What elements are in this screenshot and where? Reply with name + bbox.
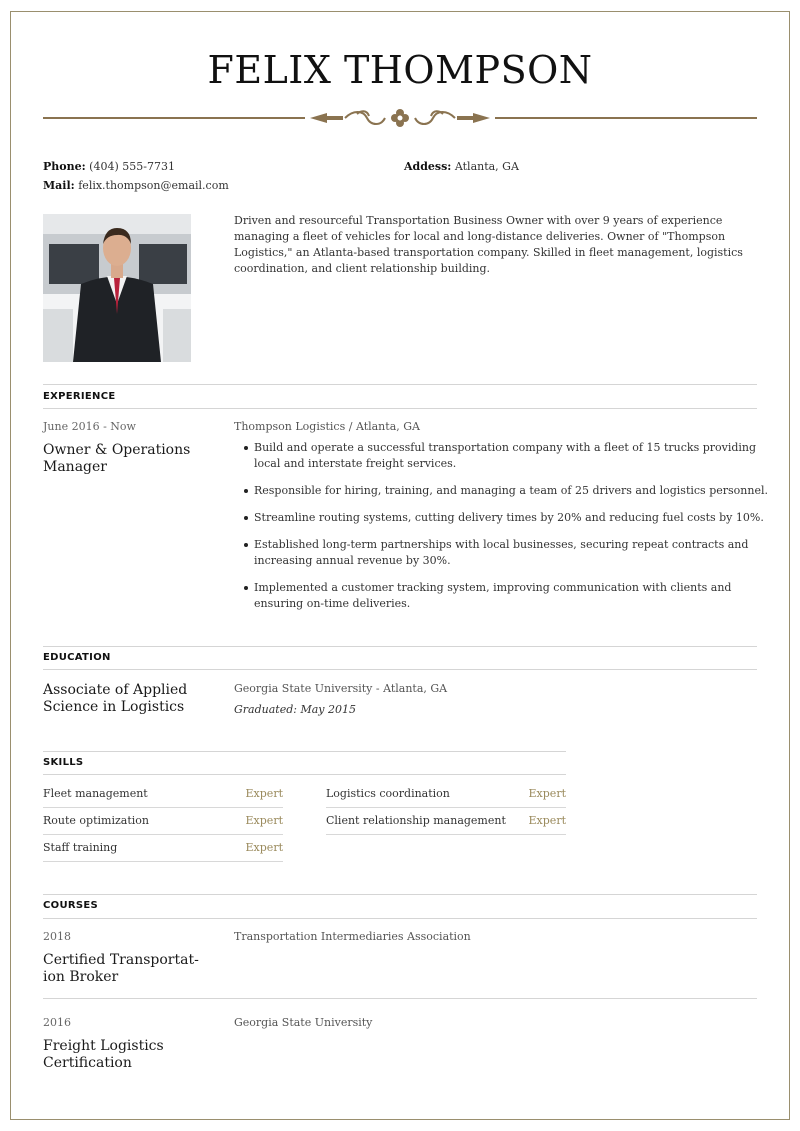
skills-heading: SKILLS — [43, 757, 84, 768]
skill-name: Route optimization — [43, 814, 149, 827]
course-name-line2: ion Broker — [43, 969, 119, 985]
course-org: Georgia State University — [234, 1016, 373, 1029]
skill-level: Expert — [245, 787, 283, 800]
address-value: Atlanta, GA — [454, 160, 519, 173]
experience-role — [43, 442, 190, 476]
skill-level: Expert — [245, 814, 283, 827]
experience-role-line2: Manager — [43, 459, 107, 475]
skill-name: Fleet management — [43, 787, 148, 800]
experience-divider-top — [43, 384, 757, 385]
experience-company: Thompson Logistics / Atlanta, GA — [234, 420, 420, 433]
experience-bullet: Established long-term partnerships with local businesses, securing repeat contracts and increasing annual revenue by 30%. — [244, 537, 769, 569]
education-divider-bottom — [43, 669, 757, 670]
candidate-name: FELIX THOMPSON — [207, 48, 593, 92]
divider-line-left — [43, 117, 305, 119]
experience-bullet: Responsible for hiring, training, and managing a team of 25 drivers and logistics personnel. — [244, 483, 769, 499]
course-name-line1: Freight Logistics — [43, 1038, 164, 1054]
contact-address — [404, 160, 519, 173]
education-school: Georgia State University - Atlanta, GA — [234, 682, 448, 695]
course-name — [43, 1038, 164, 1072]
skill-row — [43, 781, 283, 808]
education-graduated: Graduated: May 2015 — [234, 703, 356, 716]
experience-bullet-list — [244, 440, 769, 623]
skill-name: Client relationship management — [326, 814, 506, 827]
course-name — [43, 952, 199, 986]
skill-row — [43, 835, 283, 862]
contact-phone — [43, 160, 175, 173]
course-year: 2016 — [43, 1016, 71, 1029]
skill-level: Expert — [528, 814, 566, 827]
phone-value: (404) 555-7731 — [89, 160, 175, 173]
education-heading: EDUCATION — [43, 652, 111, 663]
experience-date: June 2016 - Now — [43, 420, 136, 433]
skill-row — [43, 808, 283, 835]
education-degree — [43, 682, 187, 716]
course-org: Transportation Intermediaries Association — [234, 930, 471, 943]
profile-photo — [43, 214, 191, 362]
skills-divider-bottom — [43, 774, 566, 775]
education-degree-line2: Science in Logistics — [43, 699, 185, 715]
skill-row — [326, 781, 566, 808]
courses-divider-top — [43, 894, 757, 895]
experience-bullet: Streamline routing systems, cutting delivery times by 20% and reducing fuel costs by 10%. — [244, 510, 769, 526]
experience-bullet: Implemented a customer tracking system, improving communication with clients and ensuring on-time deliveries. — [244, 580, 769, 612]
courses-divider-bottom — [43, 918, 757, 919]
experience-bullet: Build and operate a successful transportation company with a fleet of 15 trucks providing local and interstate freight services. — [244, 440, 769, 472]
phone-label: Phone: — [43, 160, 86, 173]
profile-summary: Driven and resourceful Transportation Business Owner with over 9 years of experience managing a fleet of vehicles for local and long-distance deliveries. Owner of "Thompson Logistics," an Atlanta-based transportation company. Skilled in fleet management, logistics coordination, and client relationship building. — [234, 214, 743, 275]
course-year: 2018 — [43, 930, 71, 943]
skill-level: Expert — [528, 787, 566, 800]
experience-divider-bottom — [43, 408, 757, 409]
education-degree-line1: Associate of Applied — [43, 682, 188, 698]
skill-row — [326, 808, 566, 835]
experience-role-line1: Owner & Operations — [43, 442, 191, 458]
skill-level: Expert — [245, 841, 283, 854]
course-name-line1: Certified Transportat- — [43, 952, 199, 968]
address-label: Addess: — [404, 160, 452, 173]
education-divider-top — [43, 646, 757, 647]
skill-name: Logistics coordination — [326, 787, 450, 800]
experience-heading: EXPERIENCE — [43, 391, 116, 402]
skill-name: Staff training — [43, 841, 118, 854]
course-name-line2: Certification — [43, 1055, 132, 1071]
mail-value: felix.thompson@email.com — [78, 179, 229, 192]
divider-line-right — [495, 117, 757, 119]
courses-heading: COURSES — [43, 900, 98, 911]
contact-mail — [43, 179, 229, 192]
flourish-ornament-icon — [305, 104, 495, 132]
skills-divider-top — [43, 751, 566, 752]
mail-label: Mail: — [43, 179, 75, 192]
course-divider — [43, 998, 757, 999]
